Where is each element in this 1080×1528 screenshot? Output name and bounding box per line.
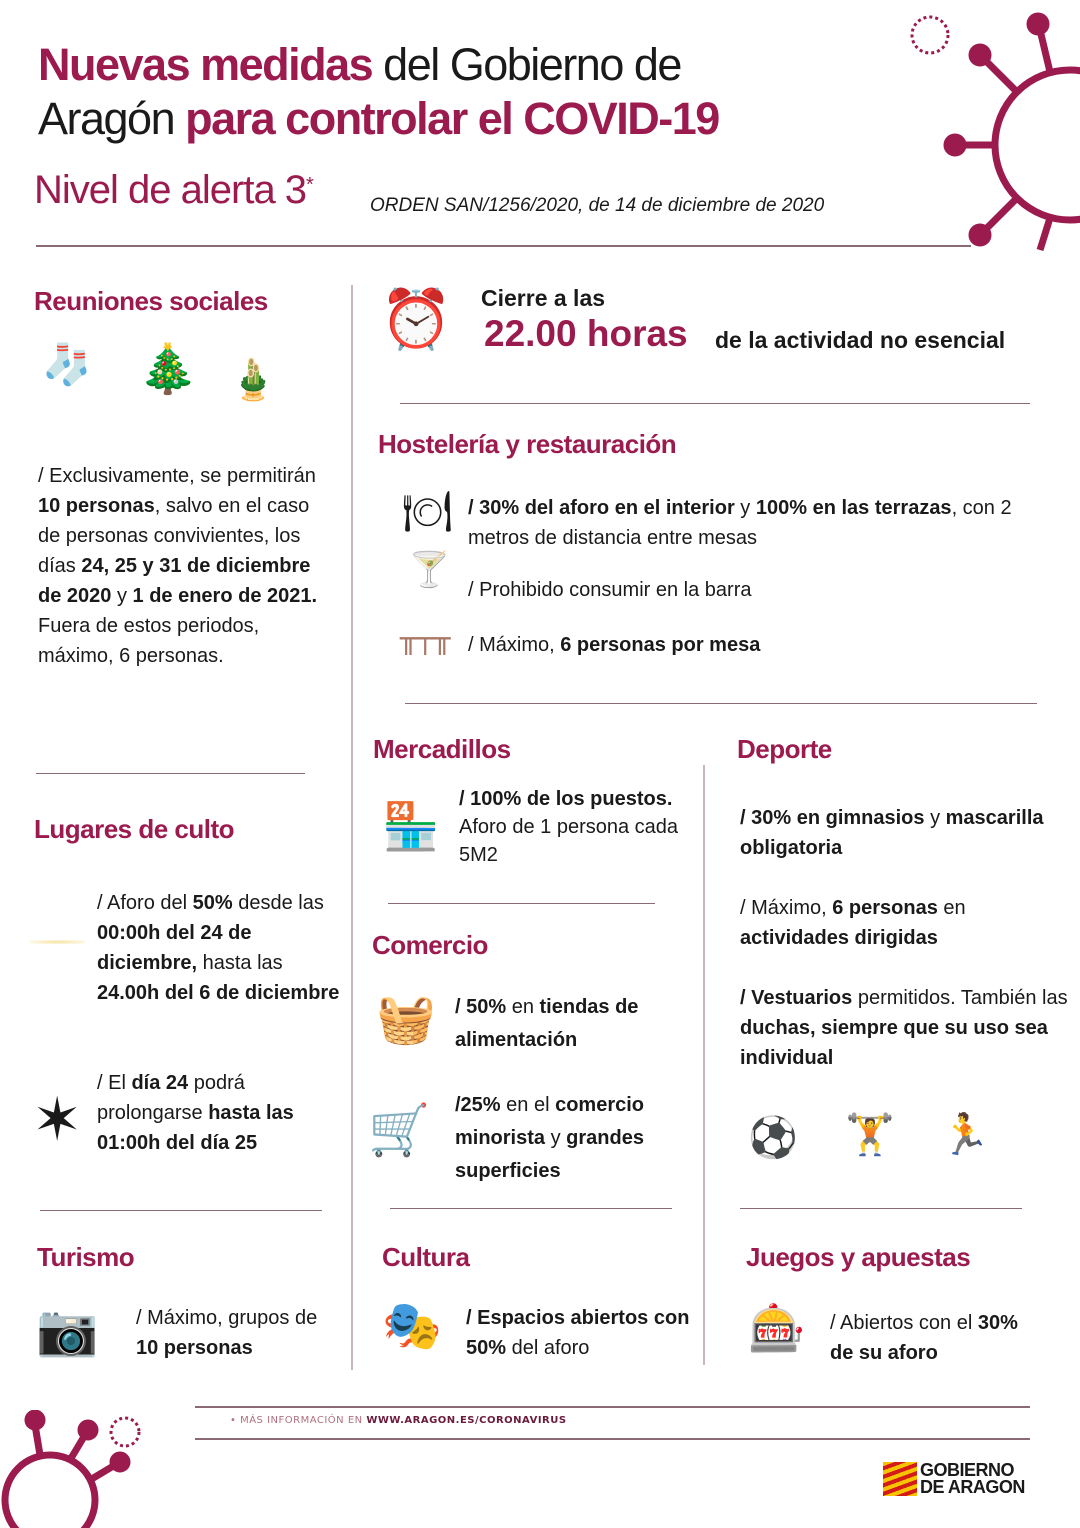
more-info	[230, 1415, 567, 1426]
hosteleria-item-1	[468, 493, 1038, 553]
section-heading-turismo: Turismo	[37, 1242, 135, 1272]
text-segment: Aragón	[38, 93, 186, 144]
hosteleria-item-2	[468, 575, 1028, 605]
emphasis-text: para controlar el COVID-19	[185, 93, 719, 144]
emphasis-text: Nuevas medidas	[38, 39, 373, 90]
emphasis-text: 6 personas por mesa	[560, 634, 761, 656]
text-segment: del aforo	[506, 1337, 590, 1359]
text-segment: , salvo en el caso de personas convivientes, los días	[38, 495, 310, 577]
emphasis-text: 30% de su aforo	[830, 1312, 1018, 1364]
text-segment: en	[937, 897, 966, 919]
shopping-cart-icon: 🛒	[368, 1101, 431, 1159]
text-segment: podrá prolongarse	[97, 1072, 245, 1124]
ornaments-icon: 🎍	[228, 357, 278, 403]
emphasis-text: 24, 25 y 31 de diciembre de 2020	[38, 555, 311, 607]
emphasis-text: / 100% de los puestos.	[459, 788, 673, 810]
text-segment: y	[111, 585, 133, 607]
text-segment: , con 2 metros de distancia entre mesas	[468, 497, 1012, 549]
emphasis-text: comercio minorista	[455, 1094, 645, 1149]
poker-chips-icon: 🎰	[748, 1301, 806, 1355]
section-heading-reuniones: Reuniones sociales	[34, 286, 268, 316]
text-segment: / Prohibido consumir en la barra	[468, 579, 752, 601]
text-segment: / Máximo, grupos de	[136, 1307, 318, 1329]
turismo-text	[136, 1303, 336, 1363]
divider	[388, 903, 655, 904]
emphasis-text: / Vestuarios	[740, 987, 853, 1009]
juegos-text	[830, 1308, 1030, 1368]
market-stall-icon: 🏪	[382, 799, 440, 853]
grocery-basket-icon: 🧺	[376, 991, 436, 1047]
text-segment: y	[545, 1127, 567, 1149]
emphasis-text: 10 personas	[38, 495, 155, 517]
emphasis-text: / 30% en gimnasios	[740, 807, 925, 829]
text-segment: desde las	[232, 892, 324, 914]
section-heading-mercadillos: Mercadillos	[373, 734, 511, 764]
deporte-item-1	[740, 803, 1060, 863]
text-segment: Fuera de estos periodos, máximo, 6 personas.	[38, 615, 260, 667]
emphasis-text: tiendas de alimentación	[455, 996, 639, 1051]
more-info-link[interactable]: WWW.ARAGON.ES/CORONAVIRUS	[366, 1415, 567, 1426]
logo-text: GOBIERNO DE ARAGON	[920, 1460, 1025, 1497]
emphasis-text: / Espacios abiertos con 50%	[466, 1307, 690, 1359]
order-reference: ORDEN SAN/1256/2020, de 14 de diciembre de 2020	[370, 195, 825, 216]
closing-time: 22.00 horas	[484, 313, 688, 354]
gobierno-aragon-logo	[883, 1462, 1040, 1496]
section-heading-deporte: Deporte	[737, 734, 832, 764]
emphasis-text: 6 personas	[832, 897, 938, 919]
soccer-ball-icon: ⚽	[748, 1115, 798, 1161]
text-segment: del Gobierno de	[372, 39, 681, 90]
text-segment: / Máximo,	[468, 634, 561, 656]
emphasis-text: duchas, siempre que su uso sea individual	[740, 1017, 1048, 1069]
alarm-clock-icon: ⏰	[380, 285, 453, 353]
emphasis-text: mascarilla obligatoria	[740, 807, 1044, 859]
cloche-icon: 🍽	[402, 489, 453, 535]
stocking-icon: 🧦	[42, 342, 92, 388]
deporte-item-2	[740, 893, 1060, 953]
emphasis-text: actividades dirigidas	[740, 927, 938, 949]
alert-level	[34, 168, 313, 213]
hosteleria-item-3	[468, 630, 1028, 660]
aragon-flag-icon	[883, 1462, 917, 1496]
cultura-text	[466, 1303, 696, 1363]
alert-footnote-mark: *	[306, 174, 313, 196]
section-heading-juegos: Juegos y apuestas	[746, 1242, 971, 1272]
text-segment: Aforo de 1 persona cada 5M2	[459, 816, 679, 866]
alert-level-text: Nivel de alerta 3	[34, 168, 307, 212]
page-title	[38, 38, 719, 146]
text-segment: / Exclusivamente, se permitirán	[38, 465, 316, 487]
column-divider	[703, 765, 705, 1365]
camera-icon: 📷	[36, 1301, 99, 1359]
virus-illustration-top	[900, 10, 1080, 260]
closing-label: Cierre a las	[481, 285, 606, 311]
mercadillos-text	[459, 785, 684, 869]
comercio-item-2	[455, 1089, 700, 1188]
text-segment: / Máximo,	[740, 897, 833, 919]
column-divider	[351, 285, 353, 1370]
text-segment: permitidos. También las	[852, 987, 1068, 1009]
culto-item-1	[97, 888, 347, 1008]
emphasis-text: / 50%	[455, 996, 507, 1018]
emphasis-text: 00:00h del 24 de diciembre,	[97, 922, 252, 974]
text-segment: y	[734, 497, 756, 519]
emphasis-text: 50%	[192, 892, 233, 914]
footer-divider-top	[195, 1406, 1030, 1408]
christmas-tree-icon: 🎄	[138, 341, 198, 397]
section-heading-comercio: Comercio	[372, 930, 488, 960]
section-heading-culto: Lugares de culto	[34, 814, 235, 844]
theater-masks-icon: 🎭	[382, 1298, 442, 1354]
table-chairs-icon: ╥┬╥	[400, 622, 451, 655]
divider	[405, 703, 1037, 704]
divider	[36, 245, 971, 247]
emphasis-text: grandes superficies	[455, 1127, 644, 1182]
text-segment: en el	[500, 1094, 556, 1116]
virus-illustration-bottom	[0, 1410, 160, 1528]
section-heading-cultura: Cultura	[382, 1242, 470, 1272]
reuniones-text	[38, 461, 323, 671]
text-segment: y	[924, 807, 946, 829]
runner-icon: 🏃	[940, 1112, 990, 1158]
text-segment: / Abiertos con el	[830, 1312, 978, 1334]
emphasis-text: 1 de enero de 2021.	[132, 585, 318, 607]
closing-detail: de la actividad no esencial	[715, 327, 1006, 353]
text-segment: hasta las	[197, 952, 283, 974]
more-info-label: • MÁS INFORMACIÓN EN	[230, 1415, 367, 1426]
footer-divider-bottom	[195, 1438, 1030, 1440]
emphasis-text: / 30% del aforo en el interior	[468, 497, 735, 519]
weightlifter-icon: 🏋	[845, 1112, 895, 1158]
culto-item-2	[97, 1068, 337, 1158]
text-segment: en	[506, 996, 540, 1018]
divider	[390, 1208, 672, 1209]
comercio-item-1	[455, 991, 695, 1057]
emphasis-text: 100% en las terrazas	[755, 497, 952, 519]
emphasis-text: 10 personas	[136, 1337, 253, 1359]
glow-icon	[30, 940, 85, 944]
cocktail-icon: 🍸	[408, 550, 451, 590]
deporte-item-3	[740, 983, 1070, 1073]
emphasis-text: 24.00h del 6 de diciembre	[97, 982, 340, 1004]
sparkle-icon: ✶	[32, 1085, 83, 1155]
emphasis-text: día 24	[131, 1072, 189, 1094]
emphasis-text: hasta las 01:00h del día 25	[97, 1102, 294, 1154]
text-segment: / Aforo del	[97, 892, 193, 914]
divider	[740, 1208, 1022, 1209]
emphasis-text: /25%	[455, 1094, 501, 1116]
divider	[400, 403, 1030, 404]
text-segment: / El	[97, 1072, 132, 1094]
section-heading-hosteleria: Hostelería y restauración	[378, 429, 677, 459]
divider	[36, 773, 305, 774]
divider	[40, 1210, 322, 1211]
